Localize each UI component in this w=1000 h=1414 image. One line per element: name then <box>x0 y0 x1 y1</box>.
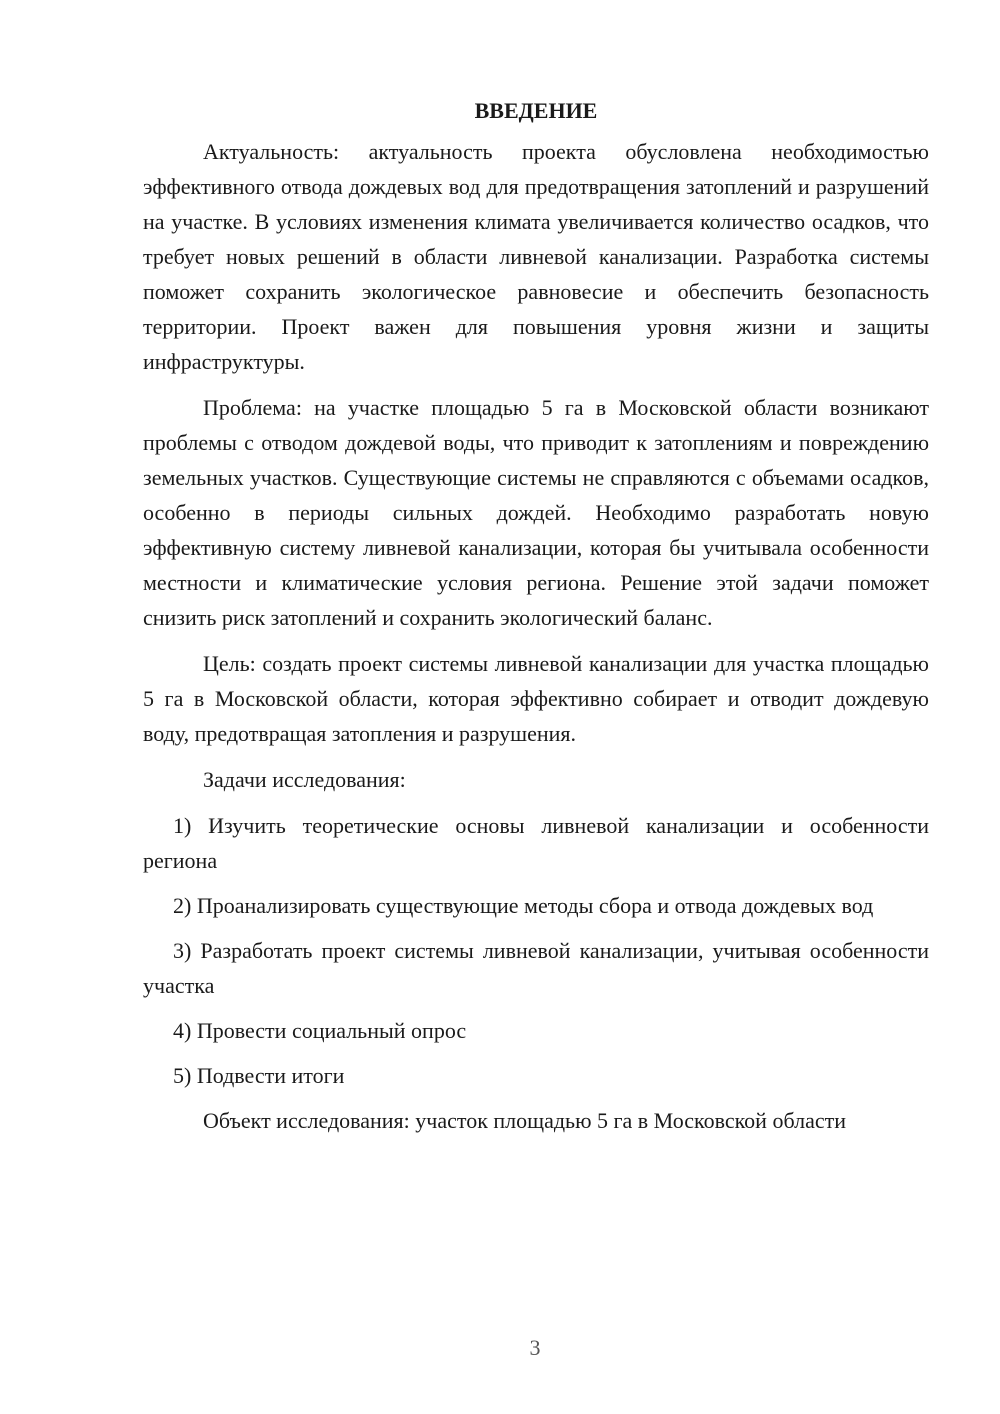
task-item-2: 2) Проанализировать существующие методы сбора и отвода дождевых вод <box>173 893 874 918</box>
task-item-1: 1) Изучить теоретические основы ливневой канализации и особенности региона <box>143 813 929 873</box>
paragraph-goal: Цель: создать проект системы ливневой канализации для участка площадью 5 га в Московской области, которая эффективно собирает и отводит дождевую воду, предотвращая затопления и разрушения. <box>143 651 929 746</box>
task-item-3: 3) Разработать проект системы ливневой канализации, учитывая особенности участка <box>143 938 929 998</box>
task-item-4: 4) Провести социальный опрос <box>173 1018 467 1043</box>
paragraph-problem: Проблема: на участке площадью 5 га в Московской области возникают проблемы с отводом дождевой воды, что приводит к затоплениям и повреждению земельных участков. Существующие системы не справляются с объемами осадков, особенно в периоды сильных дождей. Необходимо разработать новую эффективную систему ливневой канализации, которая бы учитывала особенности местности и климатические условия региона. Решение этой задачи поможет снизить риск затоплений и сохранить экологический баланс. <box>143 395 929 630</box>
page-content <box>143 94 929 1149</box>
task-item-5: 5) Подвести итоги <box>173 1063 345 1088</box>
paragraph-tasks-heading: Задачи исследования: <box>203 767 406 792</box>
paragraph-relevance: Актуальность: актуальность проекта обусловлена необходимостью эффективного отвода дождевых вод для предотвращения затоплений и разрушений на участке. В условиях изменения климата увеличивается количество осадков, что требует новых решений в области ливневой канализации. Разработка системы поможет сохранить экологическое равновесие и обеспечить безопасность территории. Проект важен для повышения уровня жизни и защиты инфраструктуры. <box>143 139 929 374</box>
page-number: 3 <box>529 1335 541 1360</box>
section-title: ВВЕДЕНИЕ <box>474 98 598 123</box>
paragraph-object: Объект исследования: участок площадью 5 га в Московской области <box>203 1108 846 1133</box>
